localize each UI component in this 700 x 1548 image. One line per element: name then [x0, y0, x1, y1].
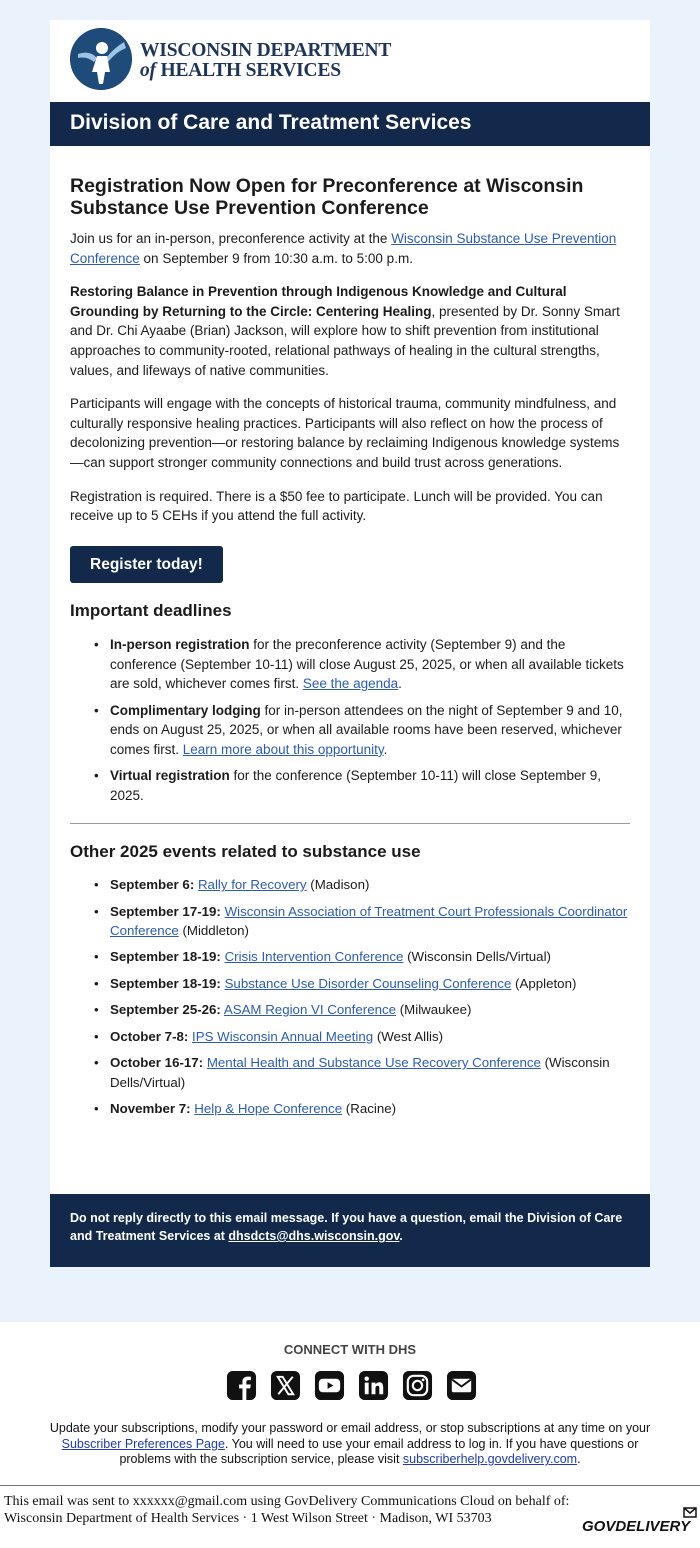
lodging-link[interactable]: Learn more about this opportunity	[182, 741, 384, 757]
connect-heading: CONNECT WITH DHS	[283, 1342, 417, 1357]
event-link[interactable]: Help & Hope Conference	[194, 1100, 343, 1116]
x-icon[interactable]	[270, 1370, 301, 1401]
list-item: • November 7: Help & Hope Conference (Racine)	[110, 1099, 630, 1118]
list-item: • September 25-26: ASAM Region VI Conference (Milwaukee)	[110, 1000, 630, 1019]
event-link[interactable]: IPS Wisconsin Annual Meeting	[192, 1028, 374, 1044]
session-description: Restoring Balance in Prevention through Indigenous Knowledge and Cultural Grounding by Returning to the Circle: Centering Healing, presented by Dr. Sonny Smart and Dr. Chi Ayaabe (Brian) Jackson, will explore how to shift prevention from institutional approaches to community-rooted, relational pathways of healing in the cultural strengths, values, and lifeways of native communities.	[70, 284, 620, 378]
email-card	[50, 20, 650, 1267]
event-link[interactable]: Wisconsin Association of Treatment Court Professionals Coordinator Conference	[110, 903, 628, 939]
session-title: Restoring Balance in Prevention through Indigenous Knowledge and Cultural Grounding by Returning to the Circle: Centering Healing	[70, 284, 567, 319]
dhs-emblem-icon	[70, 28, 132, 90]
event-link[interactable]: Mental Health and Substance Use Recovery Conference	[206, 1055, 541, 1071]
events-list	[70, 875, 630, 1118]
social-links	[226, 1370, 477, 1402]
divider	[70, 823, 630, 824]
facebook-icon[interactable]	[226, 1370, 257, 1401]
event-link[interactable]: Rally for Recovery	[197, 877, 307, 893]
list-item: • September 6: Rally for Recovery (Madison)	[110, 875, 630, 894]
register-button[interactable]: Register today!	[70, 546, 223, 584]
conference-link[interactable]: Wisconsin Substance Use Prevention Conference	[70, 231, 617, 266]
event-link[interactable]: Crisis Intervention Conference	[224, 949, 404, 965]
events-heading: Other 2025 events related to substance use	[70, 841, 421, 861]
list-item: • In-person registration for the preconference activity (September 9) and the conference (September 10-11) will close August 25, 2025, or when all available tickets are sold, whichever comes first. See the agenda.	[110, 635, 630, 694]
list-item: • September 18-19: Crisis Intervention Conference (Wisconsin Dells/Virtual)	[110, 947, 630, 966]
list-item: • Virtual registration for the conference (September 10-11) will close September 9, 2025.	[110, 766, 630, 805]
subscriber-help-link[interactable]: subscriberhelp.govdelivery.com	[402, 1452, 578, 1467]
youtube-icon[interactable]	[314, 1370, 345, 1401]
dhs-logo[interactable]	[70, 28, 430, 92]
dhs-logo-text: WISCONSIN DEPARTMENT of HEALTH SERVICES	[140, 40, 392, 81]
list-item: • September 18-19: Substance Use Disorder Counseling Conference (Appleton)	[110, 974, 630, 993]
email-icon[interactable]	[446, 1370, 477, 1401]
list-item: • October 16-17: Mental Health and Substance Use Recovery Conference (Wisconsin Dells/Virtual)	[110, 1053, 630, 1092]
instagram-icon[interactable]	[402, 1370, 433, 1401]
contact-email-link[interactable]: dhsdcts@dhs.wisconsin.gov	[228, 1229, 400, 1243]
intro-paragraph: Join us for an in-person, preconference activity at the Wisconsin Substance Use Prevention Conference on September 9 from 10:30 a.m. to 5:00 p.m.	[70, 231, 617, 266]
reply-notice: Do not reply directly to this email message. If you have a question, email the Division of Care and Treatment Services at dhsdcts@dhs.wisconsin.gov.	[50, 1194, 650, 1267]
linkedin-icon[interactable]	[358, 1370, 389, 1401]
list-item: • October 7-8: IPS Wisconsin Annual Meeting (West Allis)	[110, 1027, 630, 1046]
subscriber-preferences-link[interactable]: Subscriber Preferences Page	[61, 1436, 225, 1451]
sent-notice: This email was sent to xxxxxx@gmail.com using GovDelivery Communications Cloud on behalf of: Wisconsin Department of Health Services · 1 West Wilson Street · Madison, WI 53703	[4, 1494, 570, 1526]
govdelivery-logo-text: GOVDELIVERY	[582, 1518, 691, 1535]
registration-info: Registration is required. There is a $50 fee to participate. Lunch will be provided. You can receive up to 5 CEHs if you attend the full activity.	[70, 488, 603, 524]
list-item: • September 17-19: Wisconsin Association of Treatment Court Professionals Coordinator Conference (Middleton)	[110, 902, 630, 941]
envelope-icon	[684, 1508, 696, 1517]
divider	[0, 1485, 700, 1486]
govdelivery-logo[interactable]	[582, 1507, 698, 1537]
division-banner: Division of Care and Treatment Services	[50, 102, 650, 146]
deadlines-list	[70, 635, 630, 806]
event-link[interactable]: Substance Use Disorder Counseling Conference	[224, 975, 512, 991]
deadlines-heading: Important deadlines	[70, 601, 232, 621]
agenda-link[interactable]: See the agenda	[302, 676, 399, 692]
event-link[interactable]: ASAM Region VI Conference	[223, 1002, 397, 1018]
subscription-info: Update your subscriptions, modify your password or email address, or stop subscriptions at any time on your Subscriber Preferences Page. You will need to use your email address to log in. If you have questions or problems with the subscription service, please visit subscriberhelp.govdelivery.com.	[49, 1421, 651, 1467]
article-content	[70, 175, 630, 1125]
participants-paragraph: Participants will engage with the concepts of historical trauma, community mindfulness, and culturally responsive healing practices. Participants will also reflect on how the process of decolonizing prevention—or restoring balance by reclaiming Indigenous knowledge systems—can support stronger community connections and build trust across generations.	[70, 396, 620, 470]
article-title: Registration Now Open for Preconference at Wisconsin Substance Use Prevention Conference	[70, 175, 584, 219]
list-item: • Complimentary lodging for in-person attendees on the night of September 9 and 10, ends on August 25, 2025, or when all available rooms have been reserved, whichever comes first. Learn more about this opportunity.	[110, 701, 630, 760]
